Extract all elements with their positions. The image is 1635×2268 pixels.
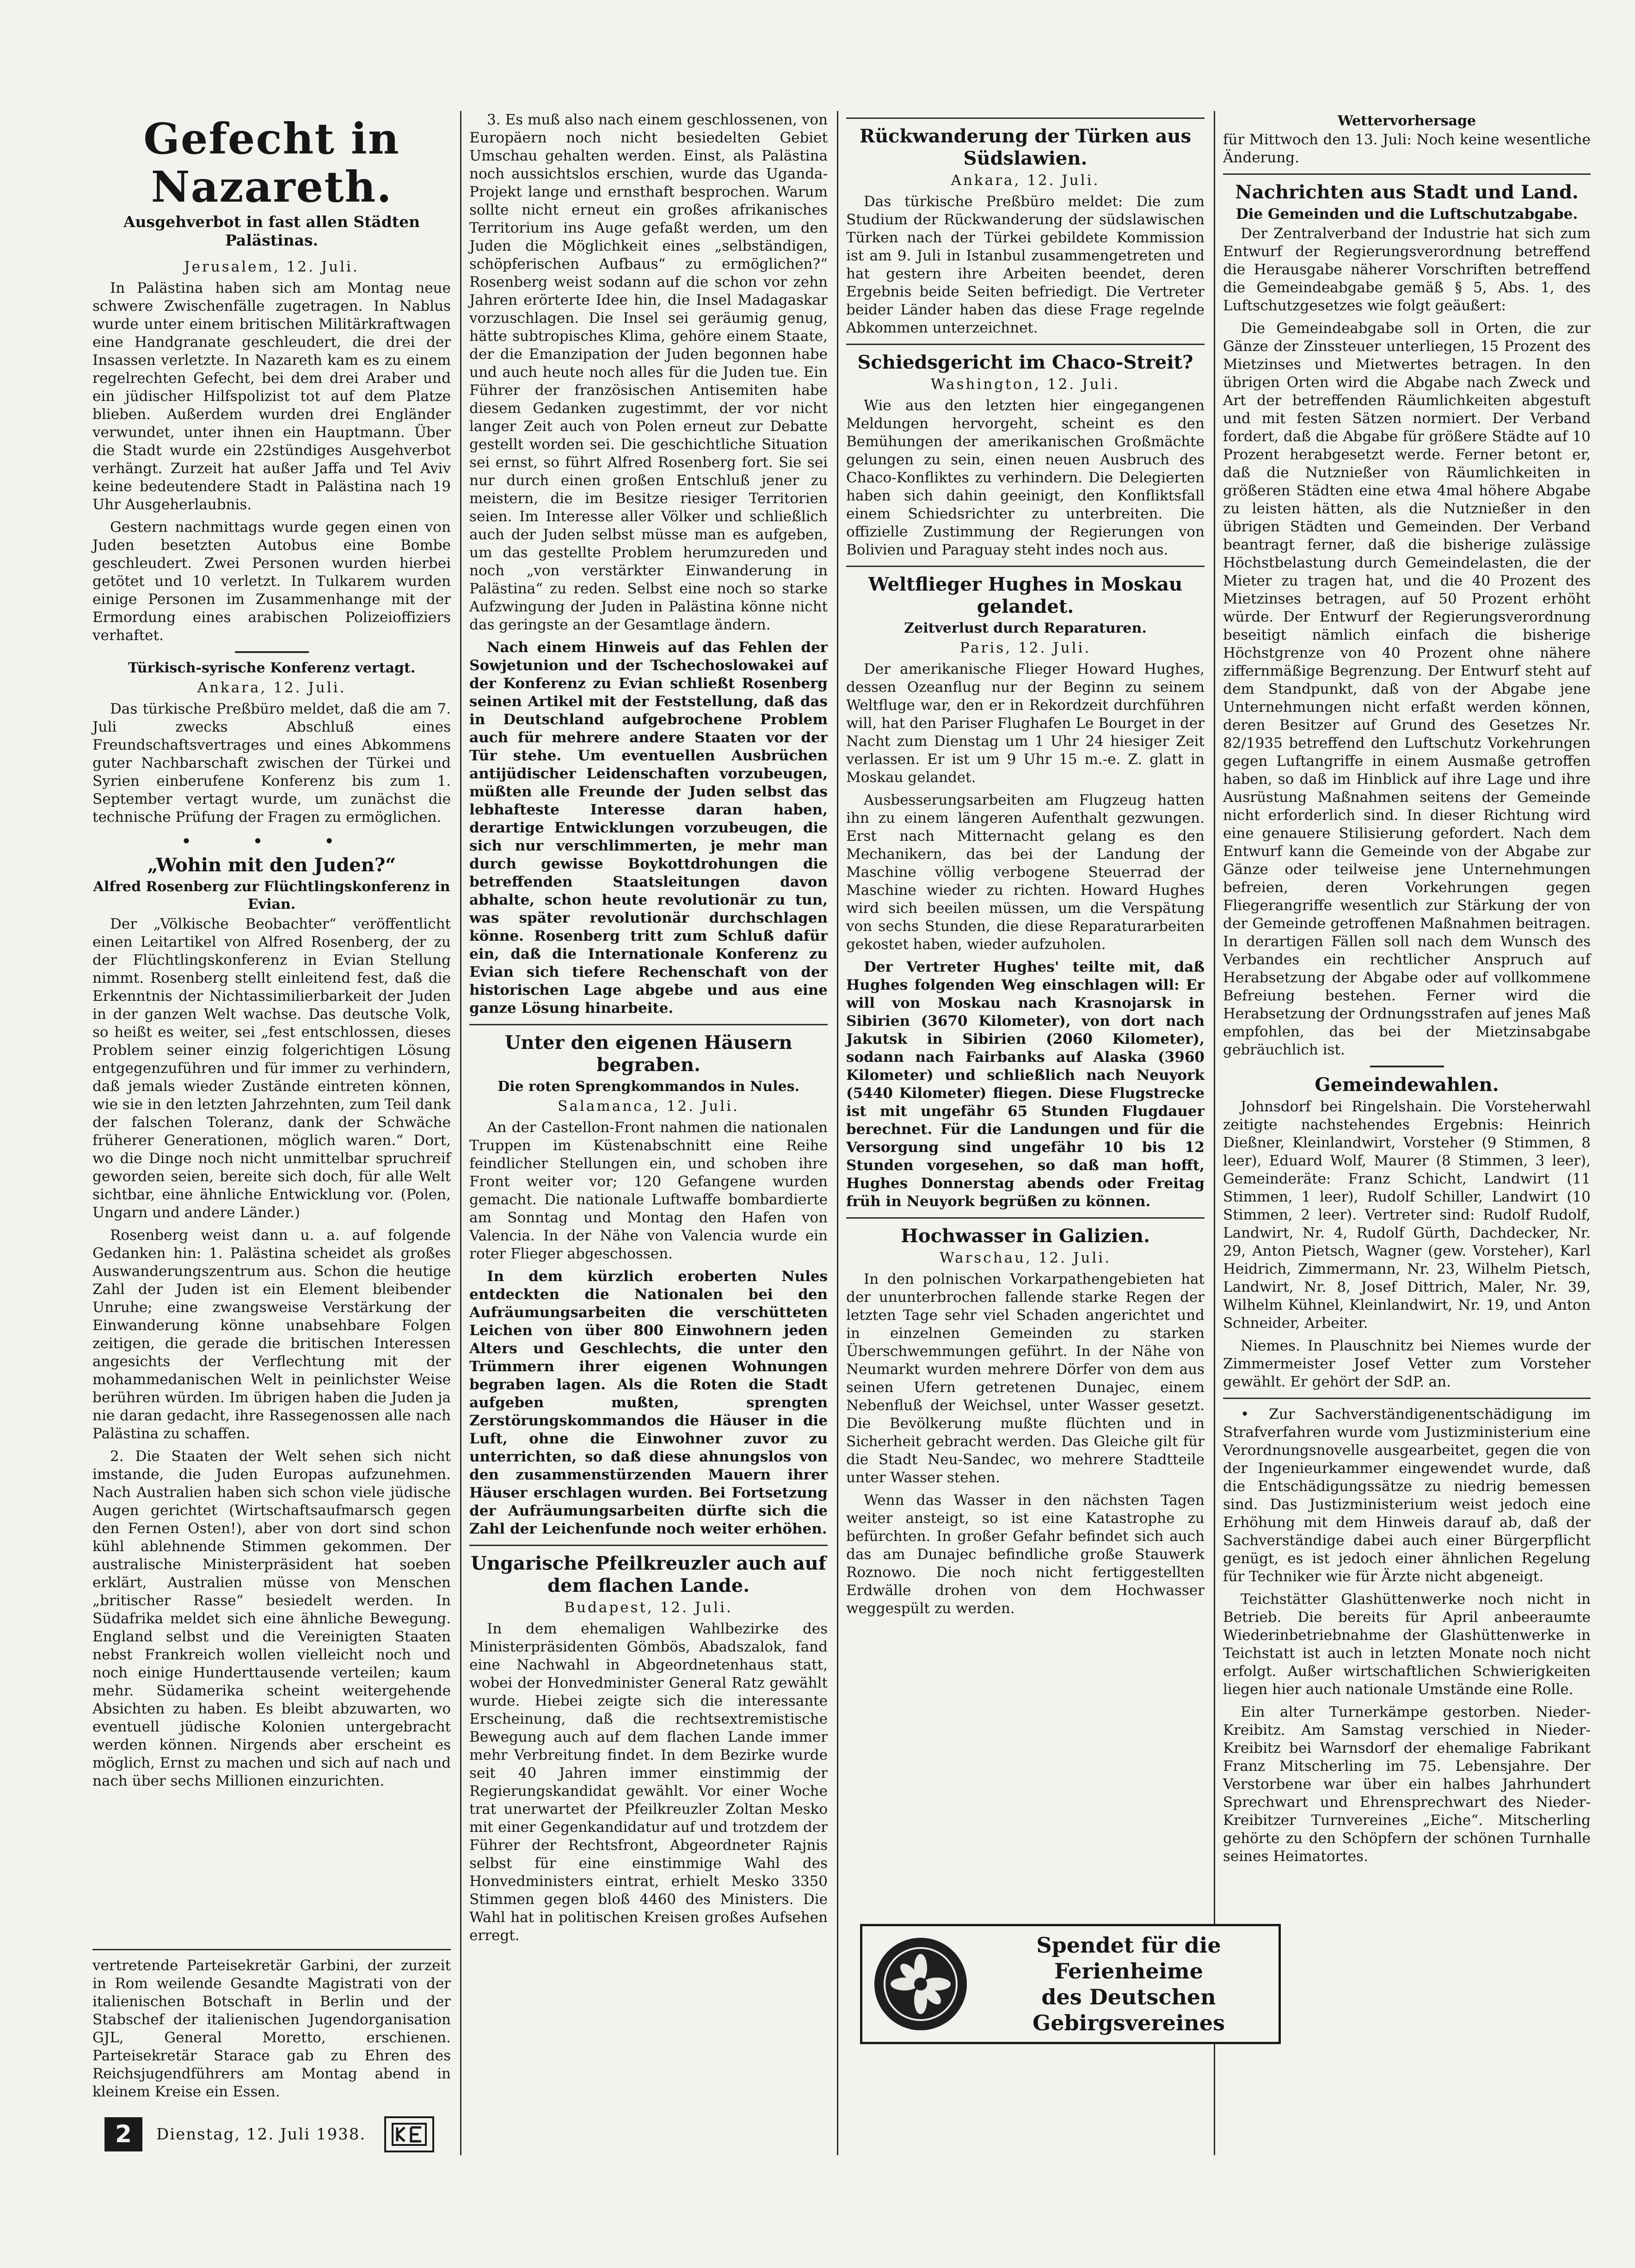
weather-text: für Mittwoch den 13. Juli: Noch keine wesentliche Änderung. xyxy=(1223,131,1591,166)
chaco-dateline: Washington, 12. Juli. xyxy=(930,376,1120,393)
page-number: 2 xyxy=(104,2117,142,2151)
divider xyxy=(846,1217,1205,1219)
turks-dateline: Ankara, 12. Juli. xyxy=(951,172,1100,189)
turks-text: Das türkische Preßbüro meldet: Die zum Studium der Rückwanderung der südslawischen Türken nach der Türkei gebildete Kommission ist am 9. Juli in Istanbul zusammengetreten und hat gestern ihre Arbeiten beendet, deren Ergebnis beide Seiten befriedigt. Die Vertreter beider Länder haben das diese Frage regelnde Abkommen unterzeichnet. xyxy=(846,193,1205,336)
lead-headline: Gefecht in Nazareth. xyxy=(143,114,400,212)
local-paragraph: Die Gemeindeabgabe soll in Orten, die zur Gänze der Zinssteuer unterliegen, 15 Prozent des Mietzinses und Mietwertes betragen. In den übrigen Orten wird die Abgabe nach Zweck und Art der betreffenden Räumlichkeiten abgestuft und mit festen Sätzen normiert. Der Verband fordert, daß die Abgabe für größere Städte auf 10 Prozent herabgesetzt werde. Ferner betont er, daß die Nutznießer von Räumlichkeiten in größeren Städten eine etwa 4mal höhere Abgabe zu leisten hätten, als die Nutznießer in den übrigen Städten und Gemeinden. Der Verband beantragt ferner, daß die bisherige zulässige Höchstbelastung durch Gemeindelasten, die der Mieter zu tragen hat, und die 40 Prozent des Mietzinses betragen, auf 50 Prozent erhöht würde. Der Entwurf der Regierungsverordnung beseitigt nämlich einfach die bisherige Höchstgrenze von 40 Prozent ohne nähere ziffernmäßige Begrenzung. Der Entwurf steht auf dem Standpunkt, daß von der Abgabe jene Unternehmungen nicht erfaßt werden können, deren Besitzer auf Grund des Gesetzes Nr. 82/1935 betreffend den Luftschutz Vorkehrungen gegen Luftangriffe in einem Ausmaße getroffen haben, so daß im Hinblick auf ihre Lage und ihre Ausrüstung Maßnahmen seitens der Gemeinde nicht erforderlich sind. In dieser Richtung wird eine genauere Stilisierung gefordert. Nach dem Entwurf kann die Gemeinde von der Abgabe zur Gänze oder teilweise jene Unternehmungen befreien, deren Vorkehrungen gegen Fliegerangriffe wesentlich zur Stärkung der von der Gemeinde getroffenen Maßnahmen beitragen. In derartigen Fällen soll nach dem Wunsch des Verbandes ein rechtlicher Anspruch auf Herabsetzung der Abgabe oder auf vollkommene Befreiung bestehen. Ferner wird die Herabsetzung der Ordnungsstrafen auf jenes Maß empfohlen, das bei der Mietzinsabgabe gebräuchlich ist. xyxy=(1223,320,1591,1058)
hughes-paragraph: Ausbesserungsarbeiten am Flugzeug hatten ihn zu einem längeren Aufenthalt gezwungen. Erst nach Mitternacht gelang es den Mechanikern, das bei der Landung der Maschine völlig verbogene Steuerrad der Maschine wieder zu richten. Howard Hughes wird sich beeilen müssen, um die Verspätung von sechs Stunden, die diese Reparaturarbeiten gekostet haben, wieder aufzuholen. xyxy=(846,792,1205,953)
ad-line: Gebirgsvereines xyxy=(1032,2010,1225,2035)
turk-syria-text: Das türkische Preßbüro meldet, daß die am 7. Juli zwecks Abschluß eines Freundschaftsvertrages und eines Abkommens guter Nachbarschaft zwischen der Türkei und Syrien einberufene Konferenz bis zum 1. September vertagt wurde, um zunächst die technische Prüfung der Fragen zu ermöglichen. xyxy=(92,701,451,826)
local-title: Nachrichten aus Stadt und Land. xyxy=(1235,181,1579,203)
local-subtitle: Die Gemeinden und die Luftschutzabgabe. xyxy=(1235,206,1578,222)
elections-title: Gemeindewahlen. xyxy=(1315,1074,1499,1096)
hughes-dateline: Paris, 12. Juli. xyxy=(959,640,1091,656)
flood-title: Hochwasser in Galizien. xyxy=(901,1225,1150,1247)
column-3 xyxy=(846,111,1205,1905)
ad-line: Ferienheime xyxy=(1054,1959,1203,1984)
spain-paragraph: An der Castellon-Front nahmen die nationalen Truppen im Küstenabschnitt eine Reihe feindlicher Stellungen ein, und schoben ihre Front weiter vor; 120 Gefangene wurden gemacht. Die nationale Luftwaffe bombardierte am Sonntag und Montag den Hafen von Valencia. In der Nähe von Valencia wurde ein roter Flieger abgeschossen. xyxy=(469,1119,828,1262)
divider xyxy=(1223,173,1591,175)
misc-paragraph: • Zur Sachverständigenentschädigung im Strafverfahren wurde vom Justizministerium eine Verordnungsnovelle ausgearbeitet, gegen die von der Ingenieurkammer eingewendet wurde, daß die Entschädigungssätze zu niedrig bemessen sind. Das Justizministerium weist jedoch eine Erhöhung mit dem Hinweis darauf ab, daß der Sachverständige dabei auch einer Bürgerpflicht genügt, es ist jedoch einer ähnlichen Regelung für Techniker wie für Ärzte nicht abgeneigt. xyxy=(1223,1406,1591,1585)
hungary-paragraph: In dem ehemaligen Wahlbezirke des Ministerpräsidenten Gömbös, Abadszalok, fand eine Nachwahl in Abgeordnetenhaus statt, wobei der Honvedminister General Ratz gewählt wurde. Hiebei zeigte sich die interessante Erscheinung, daß die rechtsextremistische Bewegung auch auf dem flachen Lande immer mehr Verbreitung findet. In dem Bezirke wurde seit 40 Jahren immer einstimmig der Regierungskandidat gewählt. Vor einer Woche trat unerwartet der Pfeilkreuzler Zoltan Mesko mit einer Gegenkandidatur auf und trotzdem der Führer der Rechtsfront, Abgeordneter Rajnis selbst für eine einstimmige Wahl des Honvedministers eintrat, erhielt Mesko 3350 Stimmen gegen bloß 4460 des Ministers. Die Wahl hat in politischen Kreisen großes Aufsehen erregt. xyxy=(469,1621,828,1944)
lead-subhead: Ausgehverbot in fast allen Städten Palästinas. xyxy=(123,213,420,249)
advertisement-box xyxy=(860,1924,1281,2044)
chaco-title: Schiedsgericht im Chaco-Streit? xyxy=(857,351,1193,373)
misc-paragraph: Ein alter Turnerkämpe gestorben. Nieder-Kreibitz. Am Samstag verschied in Nieder-Kreibitz bei Warnsdorf der ehemalige Fabrikant Franz Mitscherling im 75. Lebensjahre. Der Verstorbene war über ein halbes Jahrhundert Sprechwart und Ehrensprechwart des Nieder-Kreibitzer Turnvereines „Eiche“. Mitscherling gehörte zu den Schöpfern der schönen Turnhalle seines Heimatortes. xyxy=(1223,1704,1591,1865)
turk-syria-title: Türkisch-syrische Konferenz vertagt. xyxy=(128,660,416,676)
hughes-paragraph: Der amerikanische Flieger Howard Hughes, dessen Ozeanflug nur der Beginn zu seinem Weltfluge war, den er in Rekordzeit durchführen will, hat den Pariser Flughafen Le Bourget in der Nacht zum Dienstag um 1 Uhr 24 hiesiger Zeit verlassen. Er ist um 9 Uhr 15 m.-e. Z. glatt in Moskau gelandet. xyxy=(846,661,1205,786)
lead-dateline: Jerusalem, 12. Juli. xyxy=(184,259,359,275)
lead-paragraph: Gestern nachmittags wurde gegen einen von Juden besetzten Autobus eine Bombe geschleudert. Zwei Personen wurden hierbei getötet und 10 verletzt. In Tulkarem wurden einige Personen im Zusammenhange mit der Ermordung eines arabischen Polizeioffiziers verhaftet. xyxy=(92,519,451,644)
hughes-subtitle: Zeitverlust durch Reparaturen. xyxy=(904,620,1147,636)
divider xyxy=(846,566,1205,567)
elections-paragraph: Niemes. In Plauschnitz bei Niemes wurde der Zimmermeister Josef Vetter zum Vorsteher gewählt. Er gehört der SdP. an. xyxy=(1223,1337,1591,1390)
juden-paragraph: 3. Es muß also nach einem geschlossenen, von Europäern noch nicht besiedelten Gebiet Umschau gehalten werden. Einst, als Palästina noch aussichtslos erschien, wurde das Uganda-Projekt lange und ernsthaft besprochen. Warum sollte nicht erneut ein großes afrikanisches Territorium ins Auge gefaßt werden, um den Juden die Möglichkeit eines „selbständigen, schöpferischen Aufbaus“ zu ermöglichen?“ Rosenberg weist sodann auf die schon vor zehn Jahren erörterte Idee hin, die Insel Madagaskar vorzuschlagen. Die Insel sei geräumig genug, hätte subtropisches Klima, gehöre einem Staate, der die Emanzipation der Juden begonnen habe und auch heute noch alles für die Juden tue. Ein Führer der französischen Antisemiten habe diesem Gedanken zugestimmt, der vor nicht langer Zeit auch von Polen erneut zur Debatte gestellt worden sei. Die geschichtliche Situation sei ernst, so führt Alfred Rosenberg fort. Sie sei nur durch einen großen Entschluß jener zu meistern, die im Besitze riesiger Territorien seien. Im Interesse aller Völker und schließlich auch der Juden selbst müsse man es aufgeben, um das gestellte Problem herumzureden und noch „von verstärkter Einwanderung in Palästina“ zu reden. Selbst eine noch so starke Aufzwingung der Juden in Palästina könne nicht das geringste an der Gesamtlage ändern. xyxy=(469,111,828,633)
advertisement-text xyxy=(979,1932,1278,2036)
elections-paragraph: Johnsdorf bei Ringelshain. Die Vorsteherwahl zeitigte nachstehendes Ergebnis: Heinrich Dießner, Kleinlandwirt, Vorsteher (9 Stimmen, 8 leer), Eduard Wolf, Maurer (8 Stimmen, 3 leer), Gemeinderäte: Franz Schicht, Landwirt (11 Stimmen, 1 leer), Rudolf Schiller, Landwirt (10 Stimmen, 2 leer). Vertreter sind: Rudolf Rudolf, Landwirt, Nr. 4, Rudolf Gürth, Dachdecker, Nr. 29, Anton Pietsch, Wagner (gew. Vorsteher), Karl Heidrich, Zimmermann, Nr. 23, Wilhelm Pietsch, Landwirt, Nr. 8, Josef Dittrich, Maler, Nr. 39, Wilhelm Kühnel, Kleinlandwirt, Nr. 19, und Anton Schneider, Arbeiter. xyxy=(1223,1098,1591,1331)
rome-snippet xyxy=(92,1942,451,2100)
column-rule xyxy=(1214,111,1215,2155)
divider xyxy=(846,344,1205,345)
ad-line: des Deutschen xyxy=(1041,1984,1216,2009)
juden-title: „Wohin mit den Juden?“ xyxy=(147,854,396,876)
local-paragraph: Der Zentralverband der Industrie hat sich zum Entwurf der Regierungsverordnung betreffend die Herausgabe näherer Vorschriften betreffend die Gemeindeabgabe gemäß § 5, Abs. 1, des Luftschutzgesetzes wie folgt geäußert: xyxy=(1223,225,1591,314)
juden-paragraph-bold: Nach einem Hinweis auf das Fehlen der Sowjetunion und der Tschechoslowakei auf der Konferenz zu Evian schließt Rosenberg seinen Artikel mit der Feststellung, daß das in Deutschland aufgebrochene Problem auch für mehrere andere Staaten vor der Tür stehe. Um eventuellen Ausbrüchen antijüdischer Leidenschaften vorzubeugen, müßten alle Freunde der Juden selbst das lebhafteste Interesse daran haben, derartige Entwicklungen vorzubeugen, die sich nur verschlimmerten, je mehr man durch gewisse Boykottdrohungen die betreffenden Staatsleitungen davon abhalte, schon heute revolutionär zu tun, was später revolutionär durchschlagen könne. Rosenberg tritt zum Schluß dafür ein, daß die Internationale Konferenz zu Evian sich tiefere Rechenschaft von der historischen Lage abgebe und aus eine ganze Lösung hinarbeite. xyxy=(469,639,828,1017)
column-rule xyxy=(460,111,461,2155)
column-rule xyxy=(837,111,838,2155)
divider xyxy=(1223,1398,1591,1399)
divider xyxy=(235,651,309,653)
chaco-text: Wie aus den letzten hier eingegangenen Meldungen hervorgeht, scheint es den Bemühungen der amerikanischen Großmächte gelungen zu sein, einen neuen Ausbruch des Chaco-Konfliktes zu verhindern. Die Delegierten haben sich dahin geeinigt, den Konfliktsfall einem Schiedsrichter zu unterbreiten. Die offizielle Zustimmung der Regierungen von Bolivien und Paraguay steht indes noch aus. xyxy=(846,397,1205,558)
flood-dateline: Warschau, 12. Juli. xyxy=(939,1250,1112,1266)
section-dots: • • • xyxy=(181,831,363,851)
juden-paragraph: Der „Völkische Beobachter“ veröffentlicht einen Leitartikel von Alfred Rosenberg, der zu der Flüchtlingskonferenz in Evian Stellung nimmt. Rosenberg stellt einleitend fest, daß die Erkenntnis der Nichtassimilierbarkeit der Juden in der ganzen Welt wachse. Das deutsche Volk, so heißt es weiter, sei „fest entschlossen, dieses Problem seiner einzig folgerichtigen Lösung entgegenzuführen und für immer zu verhindern, daß jemals wieder Zustände eintreten können, wie sie in den letzten Jahrzehnten, zum Teil dank der falschen Toleranz, dank der Schwäche früherer Generationen, möglich waren.“ Dort, wo die Dinge noch nicht unmittelbar spruchreif geworden seien, bereite sich doch, für alle Welt sichtbar, eine ähnliche Entwicklung vor. (Polen, Ungarn und andere Länder.) xyxy=(92,916,451,1221)
column-1 xyxy=(92,111,451,2155)
divider xyxy=(846,117,1205,119)
spain-paragraph-bold: In dem kürzlich eroberten Nules entdeckten die Nationalen bei den Aufräumungsarbeiten die verschütteten Leichen von über 800 Einwohnern jeden Alters und Geschlechts, die unter den Trümmern ihrer eigenen Wohnungen begraben lagen. Als die Roten die Stadt aufgeben mußten, sprengten Zerstörungskommandos die Häuser in die Luft, ohne die Einwohner zuvor zu unterrichten, so daß diese ahnungslos von den zusammenstürzenden Mauern ihrer Häuser erschlagen wurden. Bei Fortsetzung der Aufräumungsarbeiten dürfte sich die Zahl der Leichenfunde noch weiter erhöhen. xyxy=(469,1268,828,1537)
page-footer xyxy=(104,2114,530,2155)
hungary-title: Ungarische Pfeilkreuzler auch auf dem flachen Lande. xyxy=(471,1553,826,1596)
rome-text: vertretende Parteisekretär Garbini, der zurzeit in Rom weilende Gesandte Magistrati von der italienischen Botschaft in Berlin und der Stabschef der italienischen Jugendorganisation GJL, General Moretto, erschienen. Parteisekretär Starace gab zu Ehren des Reichsjugendführers am Montag abend in kleinem Kreise ein Essen. xyxy=(92,1957,451,2100)
edelweiss-seal-icon xyxy=(874,1938,967,2030)
weather-title: Wettervorhersage xyxy=(1337,113,1476,129)
hughes-title: Weltflieger Hughes in Moskau gelandet. xyxy=(868,573,1183,617)
juden-subtitle: Alfred Rosenberg zur Flüchtlingskonferenz in Evian. xyxy=(93,879,450,912)
flood-paragraph: In den polnischen Vorkarpathengebieten hat der ununterbrochen fallende starke Regen der letzten Tage sehr viel Schaden angerichtet und in einzelnen Gemeinden zu starken Überschwemmungen geführt. In der Nähe von Neumarkt wurden mehrere Dörfer von dem aus seinen Ufern getretenen Dunajec, einem Nebenfluß der Weichsel, unter Wasser gesetzt. Die Bevölkerung mußte flüchten und in Sicherheit gebracht werden. Das Gleiche gilt für die Stadt Neu-Sandec, wo mehrere Stadtteile unter Wasser stehen. xyxy=(846,1271,1205,1486)
divider xyxy=(1370,1066,1444,1067)
turks-title: Rückwanderung der Türken aus Südslawien. xyxy=(859,125,1192,169)
juden-paragraph: Rosenberg weist dann u. a. auf folgende Gedanken hin: 1. Palästina scheidet als großes Auswanderungszentrum aus. Schon die heutige Zahl der Juden ist ein Element bleibender Unruhe; eine zwangsweise Verstärkung der Einwanderung könne unabsehbare Folgen zeitigen, die gerade die britischen Interessen angesichts der Verflechtung mit der mohammedanischen Welt in peinlichster Weise berühren würden. Im übrigen haben die Juden ja nie daran gedacht, ihre Rassegenossen alle nach Palästina zu schaffen. xyxy=(92,1227,451,1442)
divider xyxy=(469,1024,828,1025)
newspaper-page xyxy=(92,111,1591,2155)
turk-syria-dateline: Ankara, 12. Juli. xyxy=(197,679,346,696)
spain-subtitle: Die roten Sprengkommandos in Nules. xyxy=(498,1079,799,1095)
spain-title: Unter den eigenen Häusern begraben. xyxy=(504,1032,793,1076)
divider xyxy=(469,1545,828,1546)
column-4 xyxy=(1223,111,1591,2155)
spain-dateline: Salamanca, 12. Juli. xyxy=(558,1098,739,1115)
ad-line: Spendet für die xyxy=(1036,1933,1221,1958)
hungary-dateline: Budapest, 12. Juli. xyxy=(564,1599,733,1616)
hughes-paragraph-bold: Der Vertreter Hughes' teilte mit, daß Hughes folgenden Weg einschlagen will: Er will von Moskau nach Krasnojarsk in Sibirien (3670 Kilometer), von dort nach Jakutsk in Sibirien (2060 Kilometer), sodann nach Fairbanks auf Alaska (3960 Kilometer) und schließlich nach Neuyork (5440 Kilometer) fliegen. Diese Flugstrecke ist mit ungefähr 65 Stunden Flugdauer berechnet. Für die Landungen und für die Versorgung sind ungefähr 10 bis 12 Stunden vorgesehen, so daß man hofft, Hughes Donnerstag abends oder Freitag früh in Neuyork begrüßen zu können. xyxy=(846,959,1205,1210)
divider xyxy=(92,1949,451,1950)
flood-paragraph: Wenn das Wasser in den nächsten Tagen weiter ansteigt, so ist eine Katastrophe zu befürchten. In großer Gefahr befindet sich auch das am Dunajec befindliche große Stauwerk Roznowo. Die noch nicht fertiggestellten Erdwälle drohen von dem Hochwasser weggespült zu werden. xyxy=(846,1492,1205,1617)
juden-paragraph: 2. Die Staaten der Welt sehen sich nicht imstande, die Juden Europas aufzunehmen. Nach Australien haben sich schon viele jüdische Augen gerichtet (Wirtschaftsaufmarsch gegen den Fernen Osten!), aber von dort sind schon kühl ablehnende Stimmen gekommen. Der australische Ministerpräsident hat soeben erklärt, Australien müsse von Menschen „britischer Rasse“ besiedelt werden. In Südafrika meldet sich eine ähnliche Bewegung. England selbst und die Vereinigten Staaten nebst Frankreich wollen vielleicht noch und noch einige Hunderttausende verteilen; kaum mehr. Südamerika scheint weitergehende Absichten zu haben. Es bleibt abzuwarten, wo eventuell jüdische Kolonien untergebracht werden können. Nirgends aber erscheint es möglich, Ernst zu machen und sich auf nach und nach über sechs Millionen einzurichten. xyxy=(92,1448,451,1789)
misc-paragraph: Teichstätter Glashüttenwerke noch nicht in Betrieb. Die bereits für April anbeeraumte Wiederinbetriebnahme der Glashüttenwerke in Teichstatt ist auch in letzten Monate noch nicht erfolgt. Außer wirtschaftlichen Schwierigkeiten liegen hier auch nationale Umstände eine Rolle. xyxy=(1223,1591,1591,1698)
column-2 xyxy=(469,111,828,2155)
lead-paragraph: In Palästina haben sich am Montag neue schwere Zwischenfälle zugetragen. In Nablus wurde unter einem britischen Militärkraftwagen eine Handgranate geschleudert, die drei der Insassen verletzte. In Nazareth kam es zu einem regelrechten Gefecht, bei dem drei Araber und ein jüdischer Hilfspolizist tot auf dem Platze blieben. Außerdem wurden drei Engländer verwundet, unter ihnen ein Hauptmann. Über die Stadt wurde ein 22stündiges Ausgehverbot verhängt. Zurzeit hat außer Jaffa und Tel Aviv keine bedeutendere Stadt in Palästina nach 19 Uhr Ausgeherlaubnis. xyxy=(92,280,451,513)
publisher-logo-icon xyxy=(384,2116,434,2152)
issue-date: Dienstag, 12. Juli 1938. xyxy=(156,2125,366,2144)
